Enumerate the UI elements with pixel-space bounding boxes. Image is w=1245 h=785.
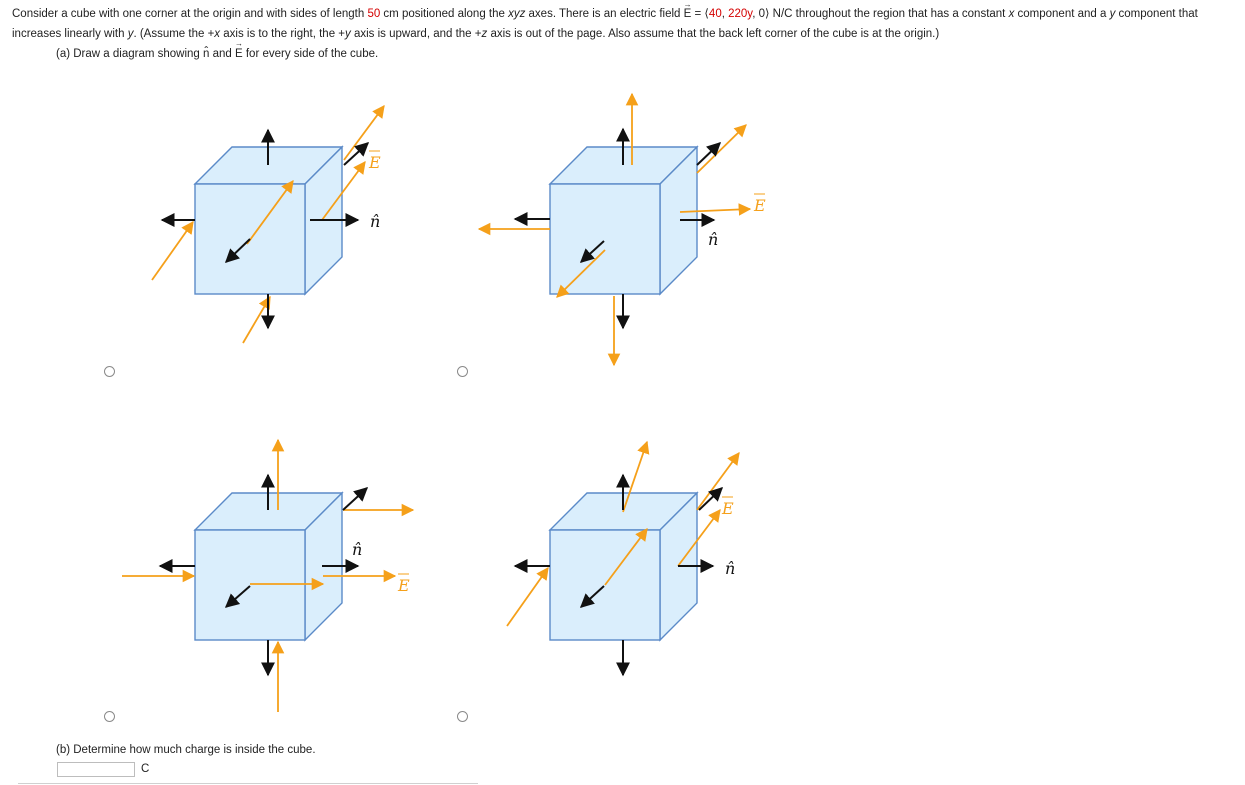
e-field-label: E [722,499,734,518]
e-field-label: E [369,153,381,172]
part-b-prompt: (b) Determine how much charge is inside the cube. [56,744,316,756]
n-hat-label: n̂ [725,559,736,578]
cube-diagram-4 [507,442,739,675]
choice-1-radio[interactable] [104,366,115,377]
e-vector-symbol: → E [684,4,692,24]
e-field-label: E [754,196,766,215]
ex-value: 40 [708,8,722,20]
choice-4-radio[interactable] [457,711,468,722]
n-hat-label: n̂ [370,212,381,231]
ey-value: 220y [728,8,753,20]
part-a-prompt: (a) Draw a diagram showing n̂ and → E for every side of the cube. [56,48,378,60]
n-hat-label: n̂ [352,540,363,559]
cube-diagram-2 [479,94,766,365]
n-hat-label: n̂ [708,230,719,249]
problem-statement: Consider a cube with one corner at the origin and with sides of length 50 cm positioned along the xyz axes. There is an electric field → E = ⟨40, 220y, 0⟩ N/C throughout the region that has a constant x component and a y component that increases linearly with y. (Assume the +x axis is to the right, the +y axis is upward, and the +z axis is out of the page. Also assume that the back left corner of the cube is at the origin.) [12,4,1237,44]
charge-unit-label: C [141,763,150,775]
choice-3-radio[interactable] [104,711,115,722]
cube-4 [550,493,697,640]
charge-answer-input[interactable] [57,762,135,777]
e-field-label: E [398,576,410,595]
divider [18,783,478,784]
cube-2 [550,147,697,294]
cube-diagram-1 [152,106,384,343]
cube-diagram-3 [122,440,413,712]
cube-3 [195,493,342,640]
side-length-value: 50 [367,8,381,20]
choice-2-radio[interactable] [457,366,468,377]
